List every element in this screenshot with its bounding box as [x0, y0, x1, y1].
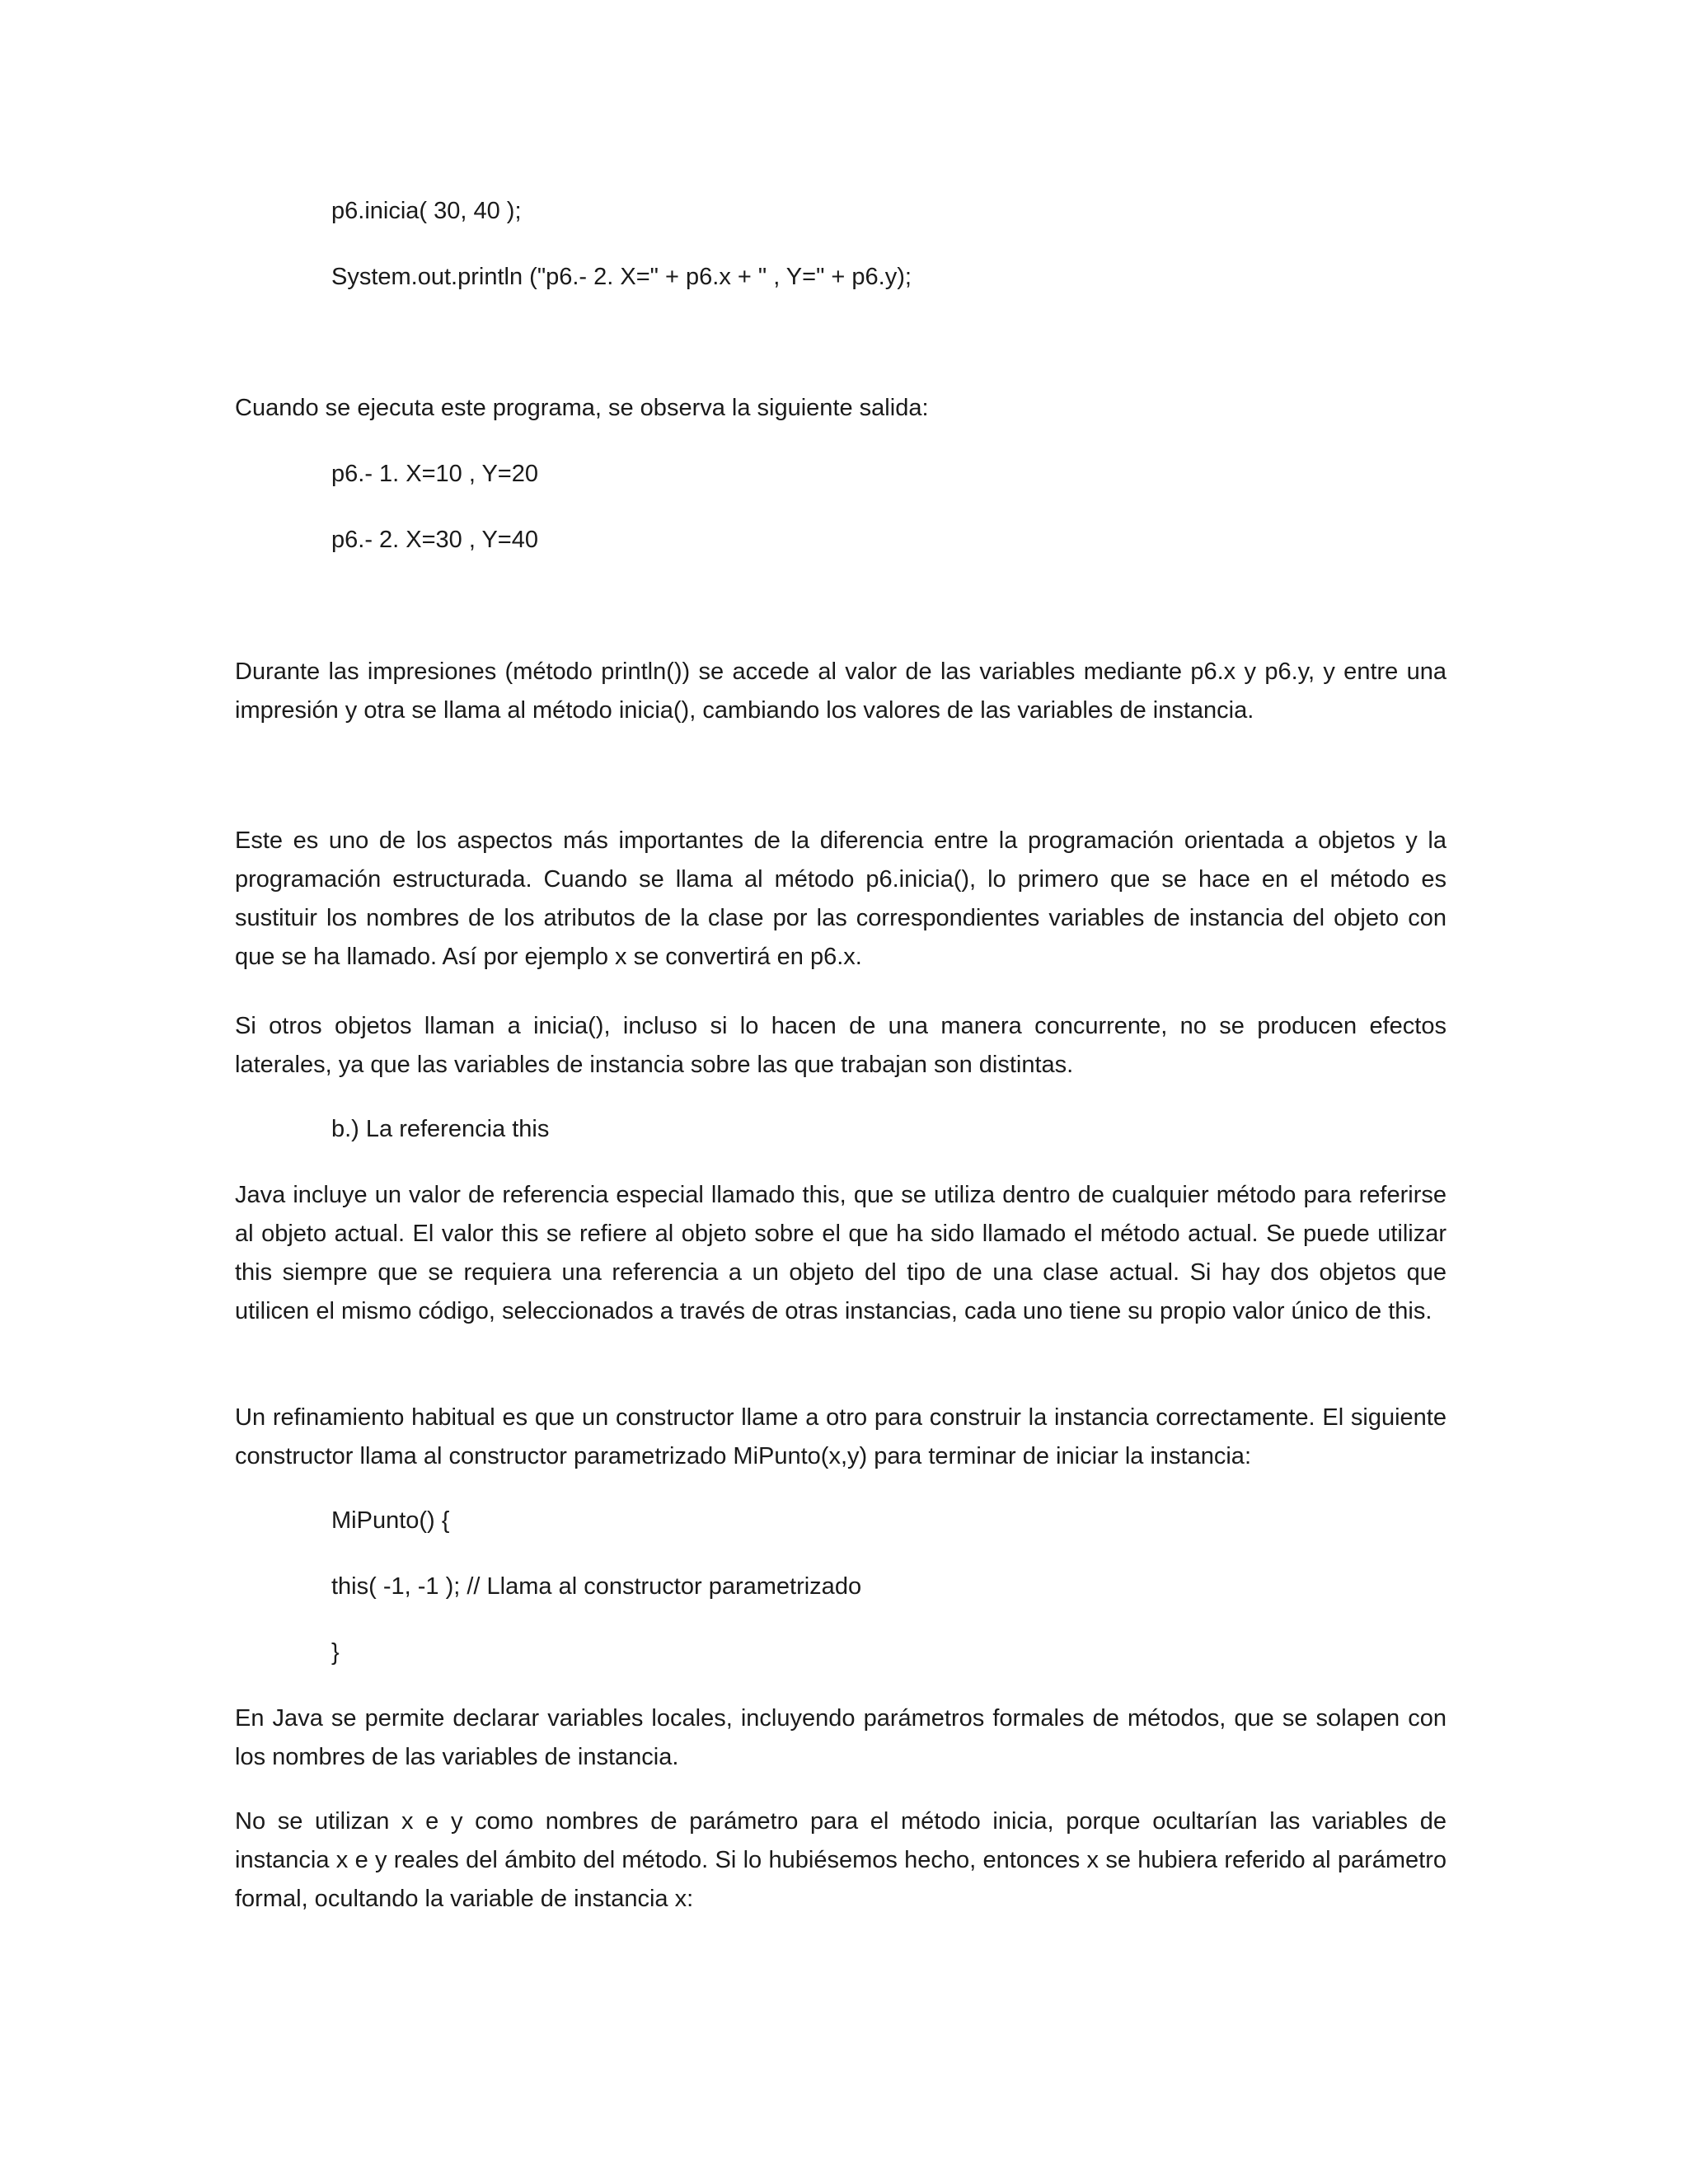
- paragraph-aspectos: Este es uno de los aspectos más importantes de la diferencia entre la programación orientada a objetos y la programación estructurada. Cuando se llama al método p6.inicia(), lo primero que se hace en el método es sustituir los nombres de los atributos de la clase por las correspondientes variables de instancia del objeto con que se ha llamado. Así por ejemplo x se convertirá en p6.x.: [235, 827, 1447, 970]
- paragraph-parametros: No se utilizan x e y como nombres de parámetro para el método inicia, porque ocultarían las variables de instancia x e y reales del ámbito del método. Si lo hubiésemos hecho, entonces x se hubiera referido al parámetro formal, ocultando la variable de instancia x:: [235, 1808, 1447, 1912]
- paragraph-this: Java incluye un valor de referencia especial llamado this, que se utiliza dentro de cualquier método para referirse al objeto actual. El valor this se refiere al objeto sobre el que ha sido llamado el método actual. Se puede utilizar this siempre que se requiera una referencia a un objeto del tipo de una clase actual. Si hay dos objetos que utilicen el mismo código, seleccionados a través de otras instancias, cada uno tiene su propio valor único de this.: [235, 1182, 1447, 1324]
- output-line-1: p6.- 1. X=10 , Y=20: [331, 461, 538, 487]
- paragraph-variables-locales: En Java se permite declarar variables locales, incluyendo parámetros formales de métodos, que se solapen con los nombres de las variables de instancia.: [235, 1705, 1447, 1770]
- code-line-this-call: this( -1, -1 ); // Llama al constructor parametrizado: [331, 1573, 862, 1600]
- paragraph-concurrente: Si otros objetos llaman a inicia(), incluso si lo hacen de una manera concurrente, no se producen efectos laterales, ya que las variables de instancia sobre las que trabajan son distintas.: [235, 1013, 1447, 1078]
- output-line-2: p6.- 2. X=30 , Y=40: [331, 527, 538, 553]
- section-heading-this: b.) La referencia this: [331, 1116, 550, 1142]
- code-line-inicia: p6.inicia( 30, 40 );: [331, 198, 522, 224]
- output-intro: Cuando se ejecuta este programa, se observa la siguiente salida:: [235, 395, 929, 421]
- code-line-constructor-close: }: [331, 1639, 340, 1666]
- code-line-constructor-open: MiPunto() {: [331, 1507, 450, 1534]
- paragraph-refinamiento: Un refinamiento habitual es que un constructor llame a otro para construir la instancia correctamente. El siguiente constructor llama al constructor parametrizado MiPunto(x,y) para terminar de iniciar la instancia:: [235, 1404, 1447, 1469]
- paragraph-impresiones: Durante las impresiones (método println()) se accede al valor de las variables mediante p6.x y p6.y, y entre una impresión y otra se llama al método inicia(), cambiando los valores de las variables de instancia.: [235, 658, 1447, 724]
- code-line-println: System.out.println ("p6.- 2. X=" + p6.x + " , Y=" + p6.y);: [331, 264, 912, 290]
